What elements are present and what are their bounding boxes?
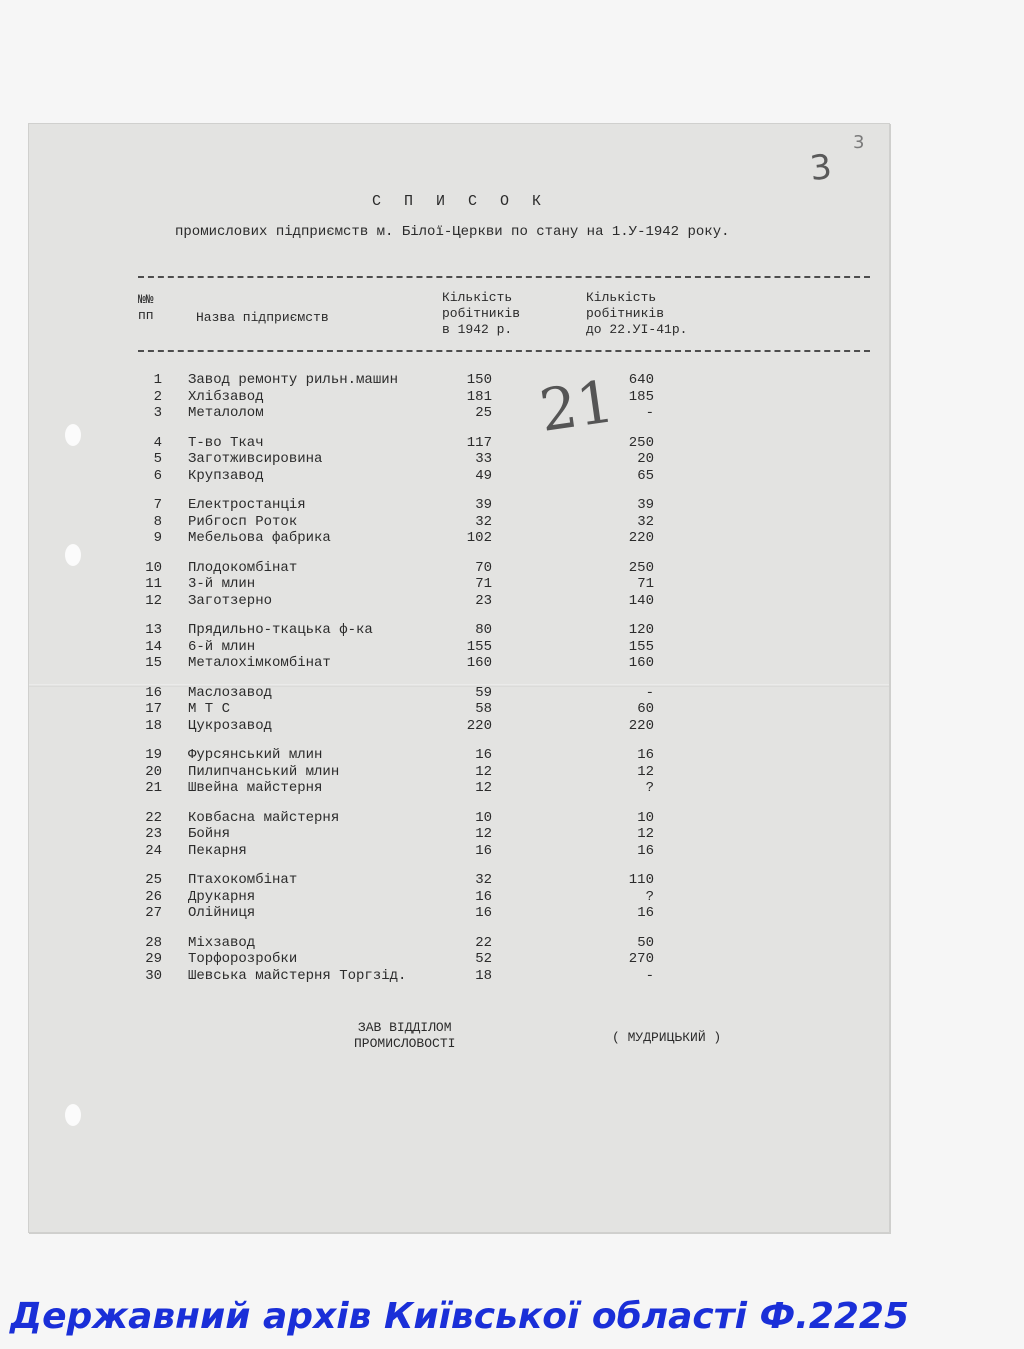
row-number: 11	[145, 576, 162, 592]
row-number: 29	[145, 951, 162, 967]
row-enterprise-name: Пекарня	[188, 842, 247, 859]
row-workers-1942: 80	[475, 622, 492, 638]
row-enterprise-name: Торфорозробки	[188, 951, 298, 967]
row-number: 4	[153, 434, 162, 451]
row-enterprise-name: 3-й млин	[188, 576, 256, 592]
row-enterprise-name: Міхзавод	[188, 934, 256, 951]
row-workers-1942: 10	[475, 809, 492, 826]
row-workers-1942: 181	[466, 388, 492, 405]
header-workers-1942: Кількість робітників в 1942 р.	[442, 290, 521, 337]
row-number: 12	[145, 592, 162, 609]
row-workers-1941: 270	[628, 951, 654, 967]
handwritten-note: 21	[535, 367, 619, 445]
row-enterprise-name: Бойня	[188, 826, 231, 842]
header-rule-top	[138, 276, 870, 278]
row-workers-1942: 150	[466, 372, 492, 388]
row-workers-1942: 16	[475, 842, 492, 859]
row-workers-1941: 71	[637, 576, 654, 592]
row-workers-1942: 16	[475, 888, 492, 905]
row-workers-1942: 16	[475, 905, 492, 921]
row-workers-1942: 18	[475, 967, 492, 984]
header-name: Назва підприємств	[196, 310, 329, 325]
row-enterprise-name: Швейна майстерня	[188, 780, 323, 796]
row-workers-1941: 12	[637, 763, 654, 780]
row-workers-1942: 71	[475, 576, 492, 592]
row-enterprise-name: Пилипчанський млин	[188, 763, 340, 780]
row-workers-1941: 12	[637, 826, 654, 842]
row-enterprise-name: Мебельова фабрика	[188, 530, 331, 546]
row-number: 23	[145, 826, 162, 842]
row-enterprise-name: Ковбасна майстерня	[188, 809, 340, 826]
row-workers-1941: 160	[628, 655, 654, 671]
row-number: 5	[153, 451, 162, 467]
row-number: 7	[153, 497, 162, 513]
row-workers-1942: 12	[475, 780, 492, 796]
row-number: 1	[153, 372, 162, 388]
row-workers-1941: 16	[637, 842, 654, 859]
archive-caption: Державний архів Київської області Ф.2225	[10, 1296, 910, 1337]
row-enterprise-name: Хлібзавод	[188, 388, 264, 405]
row-workers-1942: 70	[475, 559, 492, 576]
signature-name: ( МУДРИЦЬКИЙ )	[612, 1030, 722, 1045]
row-workers-1941: 60	[637, 701, 654, 717]
row-enterprise-name: Т-во Ткач	[188, 434, 264, 451]
row-number: 19	[145, 747, 162, 763]
row-workers-1942: 160	[466, 655, 492, 671]
row-number: 24	[145, 842, 162, 859]
row-workers-1942: 32	[475, 872, 492, 888]
row-workers-1941: 140	[628, 592, 654, 609]
document-subtitle: промислових підприємств м. Білої-Церкви по стану на 1.У-1942 року.	[175, 224, 730, 240]
page-number-mark: 3	[807, 146, 834, 190]
row-workers-1942: 33	[475, 451, 492, 467]
row-workers-1941: 155	[628, 638, 654, 655]
row-workers-1941: -	[645, 684, 654, 701]
document-title: С П И С О К	[372, 193, 549, 210]
row-number: 3	[153, 405, 162, 421]
row-number: 30	[145, 967, 162, 984]
row-workers-1941: 10	[637, 809, 654, 826]
row-workers-1942: 59	[475, 684, 492, 701]
row-enterprise-name: Електростанція	[188, 497, 306, 513]
row-enterprise-name: Маслозавод	[188, 684, 273, 701]
row-number: 15	[145, 655, 162, 671]
row-workers-1941: -	[645, 967, 654, 984]
row-enterprise-name: Птахокомбінат	[188, 872, 298, 888]
row-enterprise-name: Металолом	[188, 405, 264, 421]
row-workers-1942: 39	[475, 497, 492, 513]
header-workers-1941: Кількість робітників до 22.УІ-41р.	[586, 290, 688, 337]
signature-title: ЗАВ ВІДДІЛОМ ПРОМИСЛОВОСТІ	[354, 1020, 456, 1051]
row-workers-1941: 220	[628, 530, 654, 546]
row-workers-1942: 25	[475, 405, 492, 421]
row-enterprise-name: Завод ремонту рильн.машин	[188, 372, 399, 388]
row-enterprise-name: Фурсянський млин	[188, 747, 323, 763]
row-number: 13	[145, 622, 162, 638]
row-workers-1942: 16	[475, 747, 492, 763]
row-workers-1942: 12	[475, 826, 492, 842]
row-number: 18	[145, 717, 162, 734]
punch-hole	[65, 1104, 81, 1126]
row-number: 26	[145, 888, 162, 905]
row-workers-1942: 220	[466, 717, 492, 734]
row-enterprise-name: Прядильно-ткацька ф-ка	[188, 622, 373, 638]
row-number: 20	[145, 763, 162, 780]
row-workers-1941: ?	[645, 888, 654, 905]
row-workers-1941: 20	[637, 451, 654, 467]
row-enterprise-name: Металохімкомбінат	[188, 655, 331, 671]
row-number: 8	[153, 513, 162, 530]
row-workers-1941: 16	[637, 905, 654, 921]
row-workers-1942: 102	[466, 530, 492, 546]
row-workers-1942: 12	[475, 763, 492, 780]
punch-hole	[65, 544, 81, 566]
row-enterprise-name: 6-й млин	[188, 638, 256, 655]
row-workers-1941: 220	[628, 717, 654, 734]
row-enterprise-name: Заготживсировина	[188, 451, 323, 467]
row-number: 9	[153, 530, 162, 546]
row-number: 17	[145, 701, 162, 717]
row-workers-1941: ?	[645, 780, 654, 796]
row-enterprise-name: Рибгосп Роток	[188, 513, 298, 530]
row-workers-1941: 16	[637, 747, 654, 763]
row-enterprise-name: Цукрозавод	[188, 717, 273, 734]
row-enterprise-name: Плодокомбінат	[188, 559, 298, 576]
row-enterprise-name: Олійниця	[188, 905, 256, 921]
row-enterprise-name: Шевська майстерня Торгзід.	[188, 967, 407, 984]
row-workers-1941: 32	[637, 513, 654, 530]
header-number: №№ пп	[138, 292, 154, 323]
row-number: 21	[145, 780, 162, 796]
row-workers-1941: 50	[637, 934, 654, 951]
row-number: 16	[145, 684, 162, 701]
row-workers-1941: -	[645, 405, 654, 421]
row-enterprise-name: Друкарня	[188, 888, 256, 905]
row-workers-1942: 58	[475, 701, 492, 717]
row-enterprise-name: Крупзавод	[188, 467, 264, 484]
page-number-mark-small: 3	[853, 132, 865, 153]
row-number: 14	[145, 638, 162, 655]
row-enterprise-name: М Т С	[188, 701, 231, 717]
row-workers-1942: 49	[475, 467, 492, 484]
row-number: 22	[145, 809, 162, 826]
row-number: 28	[145, 934, 162, 951]
punch-hole	[65, 424, 81, 446]
row-workers-1942: 32	[475, 513, 492, 530]
row-workers-1942: 117	[466, 434, 492, 451]
row-workers-1941: 110	[628, 872, 654, 888]
row-workers-1941: 39	[637, 497, 654, 513]
row-workers-1941: 640	[628, 372, 654, 388]
row-workers-1942: 22	[475, 934, 492, 951]
row-workers-1941: 120	[628, 622, 654, 638]
row-number: 2	[153, 388, 162, 405]
row-number: 25	[145, 872, 162, 888]
row-workers-1942: 23	[475, 592, 492, 609]
row-workers-1941: 250	[628, 559, 654, 576]
row-workers-1941: 65	[637, 467, 654, 484]
row-workers-1942: 52	[475, 951, 492, 967]
row-workers-1942: 155	[466, 638, 492, 655]
row-workers-1941: 185	[628, 388, 654, 405]
row-number: 27	[145, 905, 162, 921]
header-rule-bottom	[138, 350, 870, 352]
row-number: 6	[153, 467, 162, 484]
row-enterprise-name: Заготзерно	[188, 592, 273, 609]
row-number: 10	[145, 559, 162, 576]
row-workers-1941: 250	[628, 434, 654, 451]
